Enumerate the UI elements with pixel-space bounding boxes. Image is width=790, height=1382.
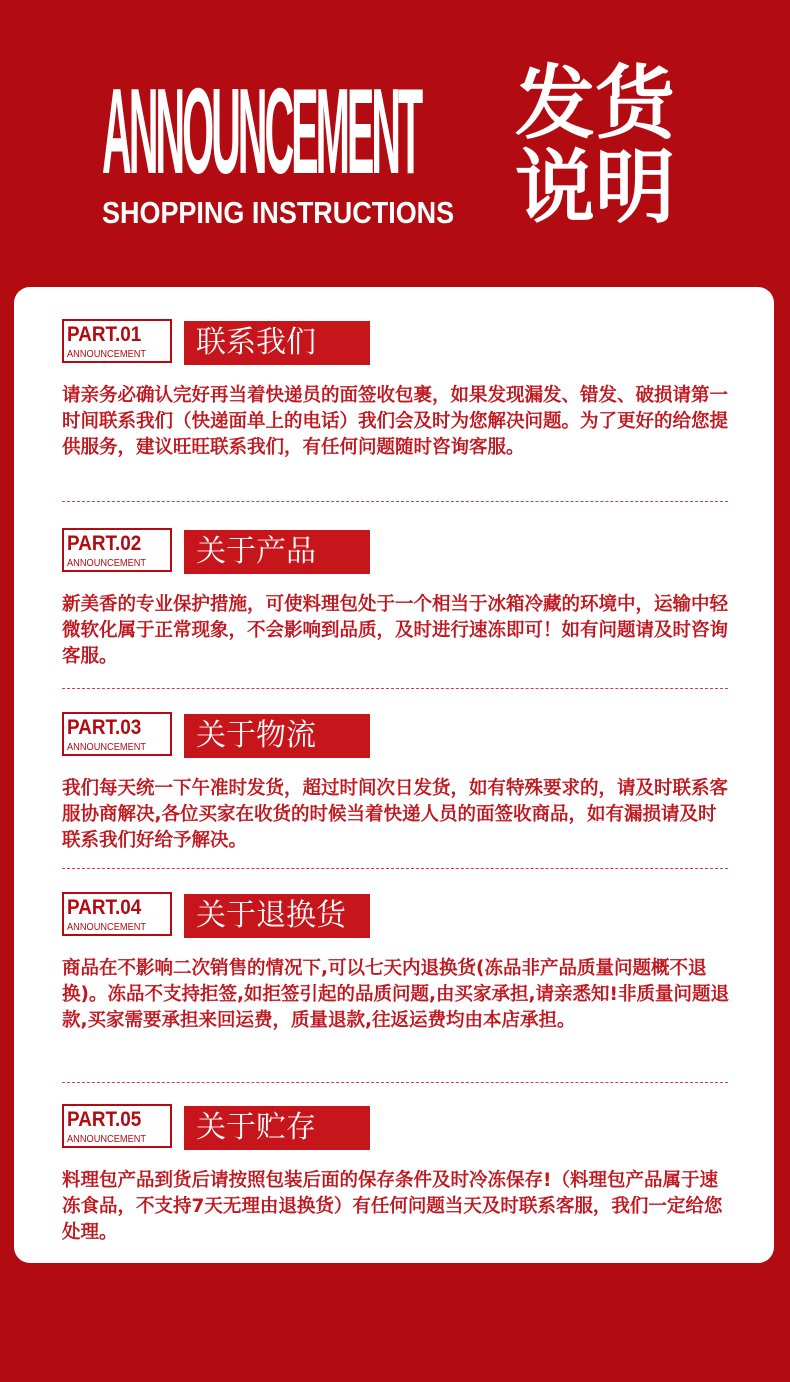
section-tag: 关于物流 xyxy=(184,714,370,758)
part-number: PART.04 xyxy=(67,896,142,919)
part-number: PART.02 xyxy=(67,532,142,555)
section-divider xyxy=(62,688,728,689)
part-subtitle: ANNOUNCEMENT xyxy=(67,1133,147,1145)
header-cn-line2: 说明 xyxy=(515,141,675,234)
header-title: ANNOUNCEMENT xyxy=(102,63,421,199)
section-body: 新美香的专业保护措施，可使料理包处于一个相当于冰箱冷藏的环境中，运输中轻微软化属于正常现象，不会影响到品质，及时进行速冻即可！如有问题请及时咨询客服。 xyxy=(62,594,729,667)
part-badge xyxy=(62,892,172,936)
header-chinese-title xyxy=(515,57,695,234)
part-number: PART.03 xyxy=(67,716,142,739)
section-tag: 联系我们 xyxy=(184,321,370,365)
section-tag: 关于贮存 xyxy=(184,1106,370,1150)
section-body: 请亲务必确认完好再当着快递员的面签收包裹，如果发现漏发、错发、破损请第一时间联系我们（快递面单上的电话）我们会及时为您解决问题。为了更好的给您提供服务，建议旺旺联系我们，有任何问题随时咨询客服。 xyxy=(62,385,729,458)
section-tag: 关于退换货 xyxy=(184,894,370,938)
part-badge xyxy=(62,528,172,572)
part-badge xyxy=(62,1104,172,1148)
header-subtitle: SHOPPING INSTRUCTIONS xyxy=(102,195,455,230)
part-number: PART.01 xyxy=(67,323,142,346)
section-body: 商品在不影响二次销售的情况下,可以七天内退换货(冻品非产品质量问题概不退换)。冻品不支持拒签,如拒签引起的品质问题,由买家承担,请亲悉知!非质量问题退款,买家需要承担来回运费，质量退款,往返运费均由本店承担。 xyxy=(62,958,729,1031)
header-english xyxy=(102,63,502,199)
section-divider xyxy=(62,501,728,502)
part-badge xyxy=(62,712,172,756)
section-divider xyxy=(62,868,728,869)
section-tag: 关于产品 xyxy=(184,530,370,574)
part-subtitle: ANNOUNCEMENT xyxy=(67,557,147,569)
instructions-card xyxy=(14,287,774,1263)
part-subtitle: ANNOUNCEMENT xyxy=(67,348,147,360)
part-badge xyxy=(62,319,172,363)
section-body: 料理包产品到货后请按照包装后面的保存条件及时冷冻保存!（料理包产品属于速冻食品，不支持7天无理由退换货）有任何问题当天及时联系客服，我们一定给您处理。 xyxy=(62,1170,723,1243)
part-subtitle: ANNOUNCEMENT xyxy=(67,741,147,753)
section-body: 我们每天统一下午准时发货，超过时间次日发货，如有特殊要求的，请及时联系客服协商解决,各位买家在收货的时候当着快递人员的面签收商品，如有漏损请及时联系我们好给予解决。 xyxy=(62,778,729,851)
section-divider xyxy=(62,1082,728,1083)
header-cn-line1: 发货 xyxy=(515,57,675,150)
header-subtitle-wrap xyxy=(102,197,507,229)
part-number: PART.05 xyxy=(67,1108,142,1131)
part-subtitle: ANNOUNCEMENT xyxy=(67,921,147,933)
